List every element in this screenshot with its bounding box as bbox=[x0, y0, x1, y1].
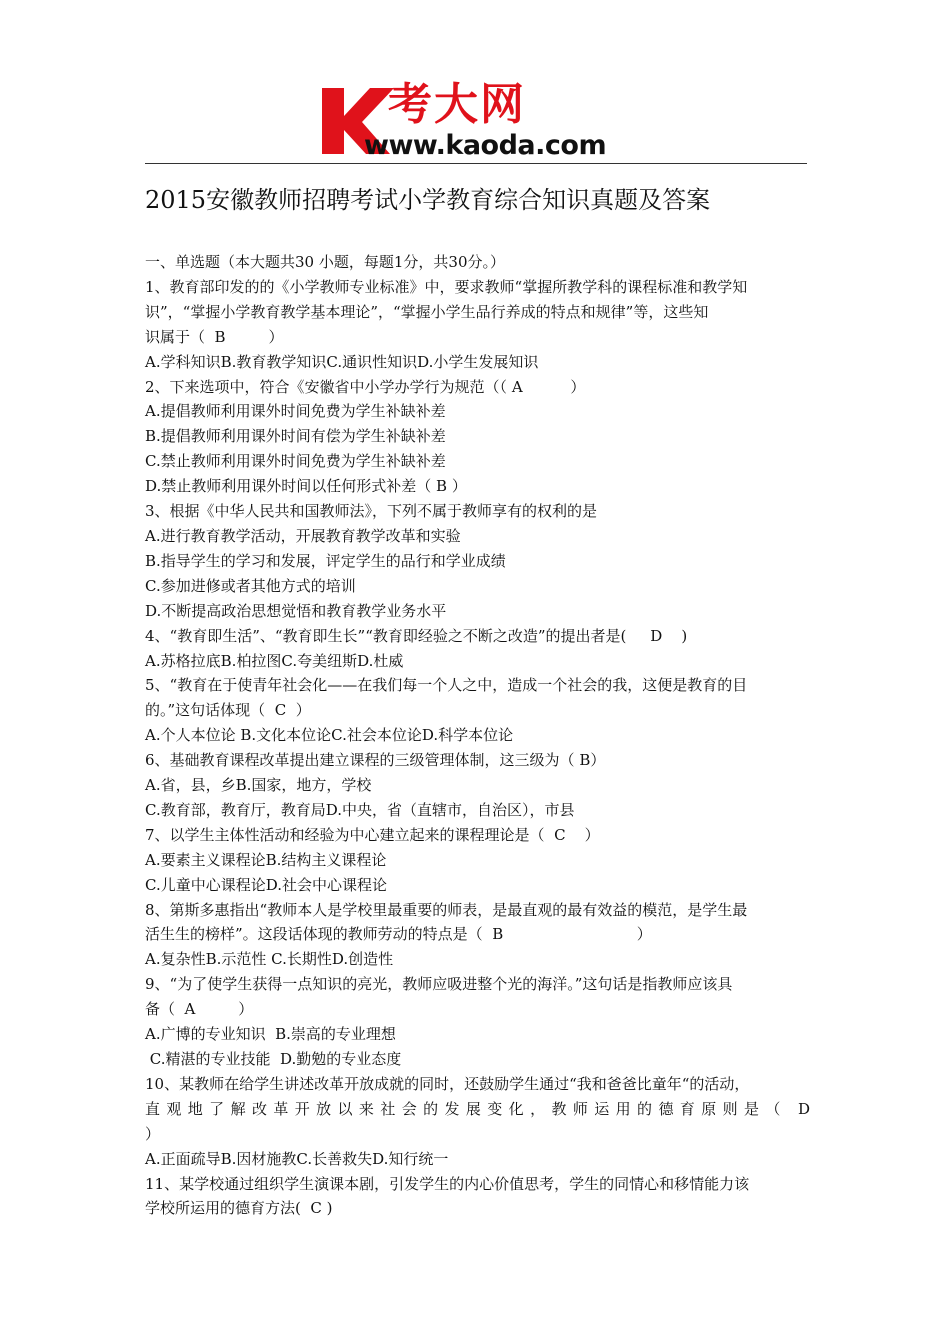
question-line: 11、某学校通过组织学生演课本剧，引发学生的内心价值思考，学生的同情心和移情能力该 bbox=[145, 1174, 750, 1193]
option-line: C.教育部，教育厅，教育局D.中央，省（直辖市，自治区），市县 bbox=[145, 800, 575, 819]
question-line: 6、基础教育课程改革提出建立课程的三级管理体制，这三级为（ B） bbox=[145, 751, 606, 770]
question-line: 9、“为了使学生获得一点知识的亮光，教师应吸进整个光的海洋。”这句话是指教师应该具 bbox=[145, 975, 733, 994]
question-line: 1、教育部印发的的《小学教师专业标准》中，要求教师“掌握所教学科的课程标准和教学知 bbox=[145, 277, 748, 296]
option-line: A.提倡教师利用课外时间免费为学生补缺补差 bbox=[145, 402, 446, 421]
option-line: B.提倡教师利用课外时间有偿为学生补缺补差 bbox=[145, 427, 446, 446]
option-line: C.禁止教师利用课外时间免费为学生补缺补差 bbox=[145, 452, 446, 471]
option-line: A.要素主义课程论B.结构主义课程论 bbox=[145, 850, 387, 869]
question-line: 活生生的榜样”。这段话体现的教师劳动的特点是（ B ） bbox=[145, 925, 652, 944]
section-heading: 一、单选题（本大题共30 小题，每题1分，共30分。） bbox=[145, 253, 505, 271]
question-line: 学校所运用的德育方法( C ) bbox=[145, 1199, 333, 1218]
question-line: 的。”这句话体现（ C ） bbox=[145, 701, 311, 720]
option-line: A.省，县，乡B.国家，地方，学校 bbox=[145, 776, 372, 795]
option-line: A.学科知识B.教育教学知识C.通识性知识D.小学生发展知识 bbox=[145, 352, 539, 371]
option-line: A.正面疏导B.因材施教C.长善救失D.知行统一 bbox=[145, 1149, 449, 1168]
question-line: 7、以学生主体性活动和经验为中心建立起来的课程理论是（ C ） bbox=[145, 825, 600, 844]
option-line: D.不断提高政治思想觉悟和教育教学业务水平 bbox=[145, 601, 447, 620]
question-line: ） bbox=[145, 1124, 161, 1143]
question-line: 直观地了解改革开放以来社会的发展变化，教师运用的德育原则是（ D bbox=[145, 1099, 810, 1118]
option-line: A.复杂性B.示范性 C.长期性D.创造性 bbox=[145, 950, 394, 969]
question-line: 3、根据《中华人民共和国教师法》，下列不属于教师享有的权利的是 bbox=[145, 502, 598, 521]
kaoda-logo bbox=[318, 80, 648, 160]
question-line: 10、某教师在给学生讲述改革开放成就的同时，还鼓励学生通过“我和爸爸比童年“的活动， bbox=[145, 1074, 750, 1093]
question-line: 5、“教育在于使青年社会化——在我们每一个人之中，造成一个社会的我，这便是教育的目 bbox=[145, 676, 748, 695]
question-line: 4、“教育即生活”、“教育即生长”“教育即经验之不断之改造”的提出者是( D ) bbox=[145, 626, 688, 645]
document-body bbox=[145, 250, 810, 1221]
option-line: C.参加进修或者其他方式的培训 bbox=[145, 576, 356, 595]
question-line: 识”，“掌握小学教育教学基本理论”，“掌握小学生品行养成的特点和规律”等，这些知 bbox=[145, 302, 709, 321]
option-line: A.进行教育教学活动，开展教育教学改革和实验 bbox=[145, 526, 461, 545]
logo-chinese-text: 考大网 bbox=[388, 79, 526, 130]
option-line: A.个人本位论 B.文化本位论C.社会本位论D.科学本位论 bbox=[145, 726, 514, 745]
option-line: A.广博的专业知识 B.崇高的专业理想 bbox=[145, 1025, 396, 1044]
option-line: A.苏格拉底B.柏拉图C.夸美纽斯D.杜威 bbox=[145, 651, 404, 670]
question-line: 2、下来选项中，符合《安徽省中小学办学行为规范（（ A ） bbox=[145, 377, 586, 396]
option-line: B.指导学生的学习和发展，评定学生的品行和学业成绩 bbox=[145, 551, 506, 570]
logo-url-text: www.kaoda.com bbox=[364, 130, 607, 161]
option-line: C.精湛的专业技能 D.勤勉的专业态度 bbox=[145, 1050, 402, 1068]
question-line: 备（ A ） bbox=[145, 1000, 254, 1019]
option-line: C.儿童中心课程论D.社会中心课程论 bbox=[145, 875, 387, 894]
question-line: 8、第斯多惠指出“教师本人是学校里最重要的师表，是最直观的最有效益的模范，是学生最 bbox=[145, 900, 748, 919]
document-title: 2015安徽教师招聘考试小学教育综合知识真题及答案 bbox=[145, 186, 711, 214]
option-line: D.禁止教师利用课外时间以任何形式补差（ B ） bbox=[145, 477, 467, 496]
header-divider bbox=[145, 163, 807, 164]
question-line: 识属于（ B ） bbox=[145, 327, 284, 346]
